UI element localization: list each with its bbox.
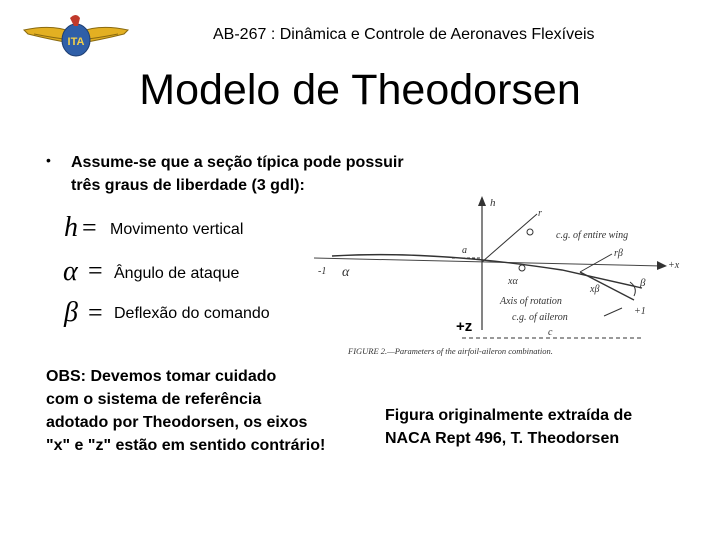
figure-credit: [385, 404, 632, 450]
dof-equals-beta: =: [88, 298, 103, 327]
label-axis-rotation: Axis of rotation: [500, 296, 562, 307]
label-cg-aileron: c.g. of aileron: [512, 312, 568, 323]
obs-line-4: "x" e "z" estão em sentido contrário!: [46, 437, 326, 454]
intro-line-1: Assume-se que a seção típica pode possuir: [71, 154, 404, 171]
label-plus-one: +1: [634, 306, 646, 317]
aileron: [580, 272, 634, 300]
observation-note: [46, 365, 325, 457]
logo-text: ITA: [67, 36, 85, 48]
label-h: h: [490, 197, 496, 209]
label-beta: β: [640, 277, 646, 289]
dof-symbol-beta: β: [64, 297, 78, 328]
z-axis-label: +z: [456, 318, 473, 335]
course-title: AB-267 : Dinâmica e Controle de Aeronaves Flexíveis: [213, 26, 595, 43]
reference-line: [314, 258, 662, 266]
obs-line-2: com o sistema de referência: [46, 391, 262, 408]
airfoil-aileron-figure: [312, 190, 700, 360]
label-r-beta: rβ: [614, 248, 623, 259]
figure-caption: FIGURE 2.—Parameters of the airfoil-aileron combination.: [348, 346, 553, 356]
dof-label-deflection: Deflexão do comando: [114, 305, 270, 322]
label-plus-x: +x: [668, 260, 680, 271]
dof-label-vertical: Movimento vertical: [110, 221, 244, 238]
obs-line-1: OBS: Devemos tomar cuidado: [46, 368, 277, 385]
page-title: Modelo de Theodorsen: [139, 66, 581, 114]
ita-logo: [22, 10, 130, 62]
label-cg-wing: c.g. of entire wing: [556, 230, 629, 241]
dof-symbol-alpha: α: [63, 256, 78, 287]
label-x-alpha: xα: [508, 276, 518, 287]
dof-symbol-h: h: [64, 212, 78, 243]
dof-label-angle: Ângulo de ataque: [114, 265, 240, 282]
label-minus-one: -1: [318, 266, 327, 277]
dof-equals-alpha: =: [88, 256, 103, 285]
label-c: c: [548, 327, 553, 338]
dof-equals-h: =: [82, 213, 97, 242]
bullet-mark: •: [46, 152, 51, 168]
label-x-beta: xβ: [590, 284, 600, 295]
credit-line-2: NACA Rept 496, T. Theodorsen: [385, 430, 620, 447]
label-a: a: [462, 245, 467, 256]
obs-line-3: adotado por Theodorsen, os eixos: [46, 414, 308, 431]
label-r-alpha: r: [538, 208, 542, 219]
intro-line-2: três graus de liberdade (3 gdl):: [71, 177, 305, 194]
label-alpha: α: [342, 265, 350, 280]
credit-line-1: Figura originalmente extraída de: [385, 407, 633, 424]
